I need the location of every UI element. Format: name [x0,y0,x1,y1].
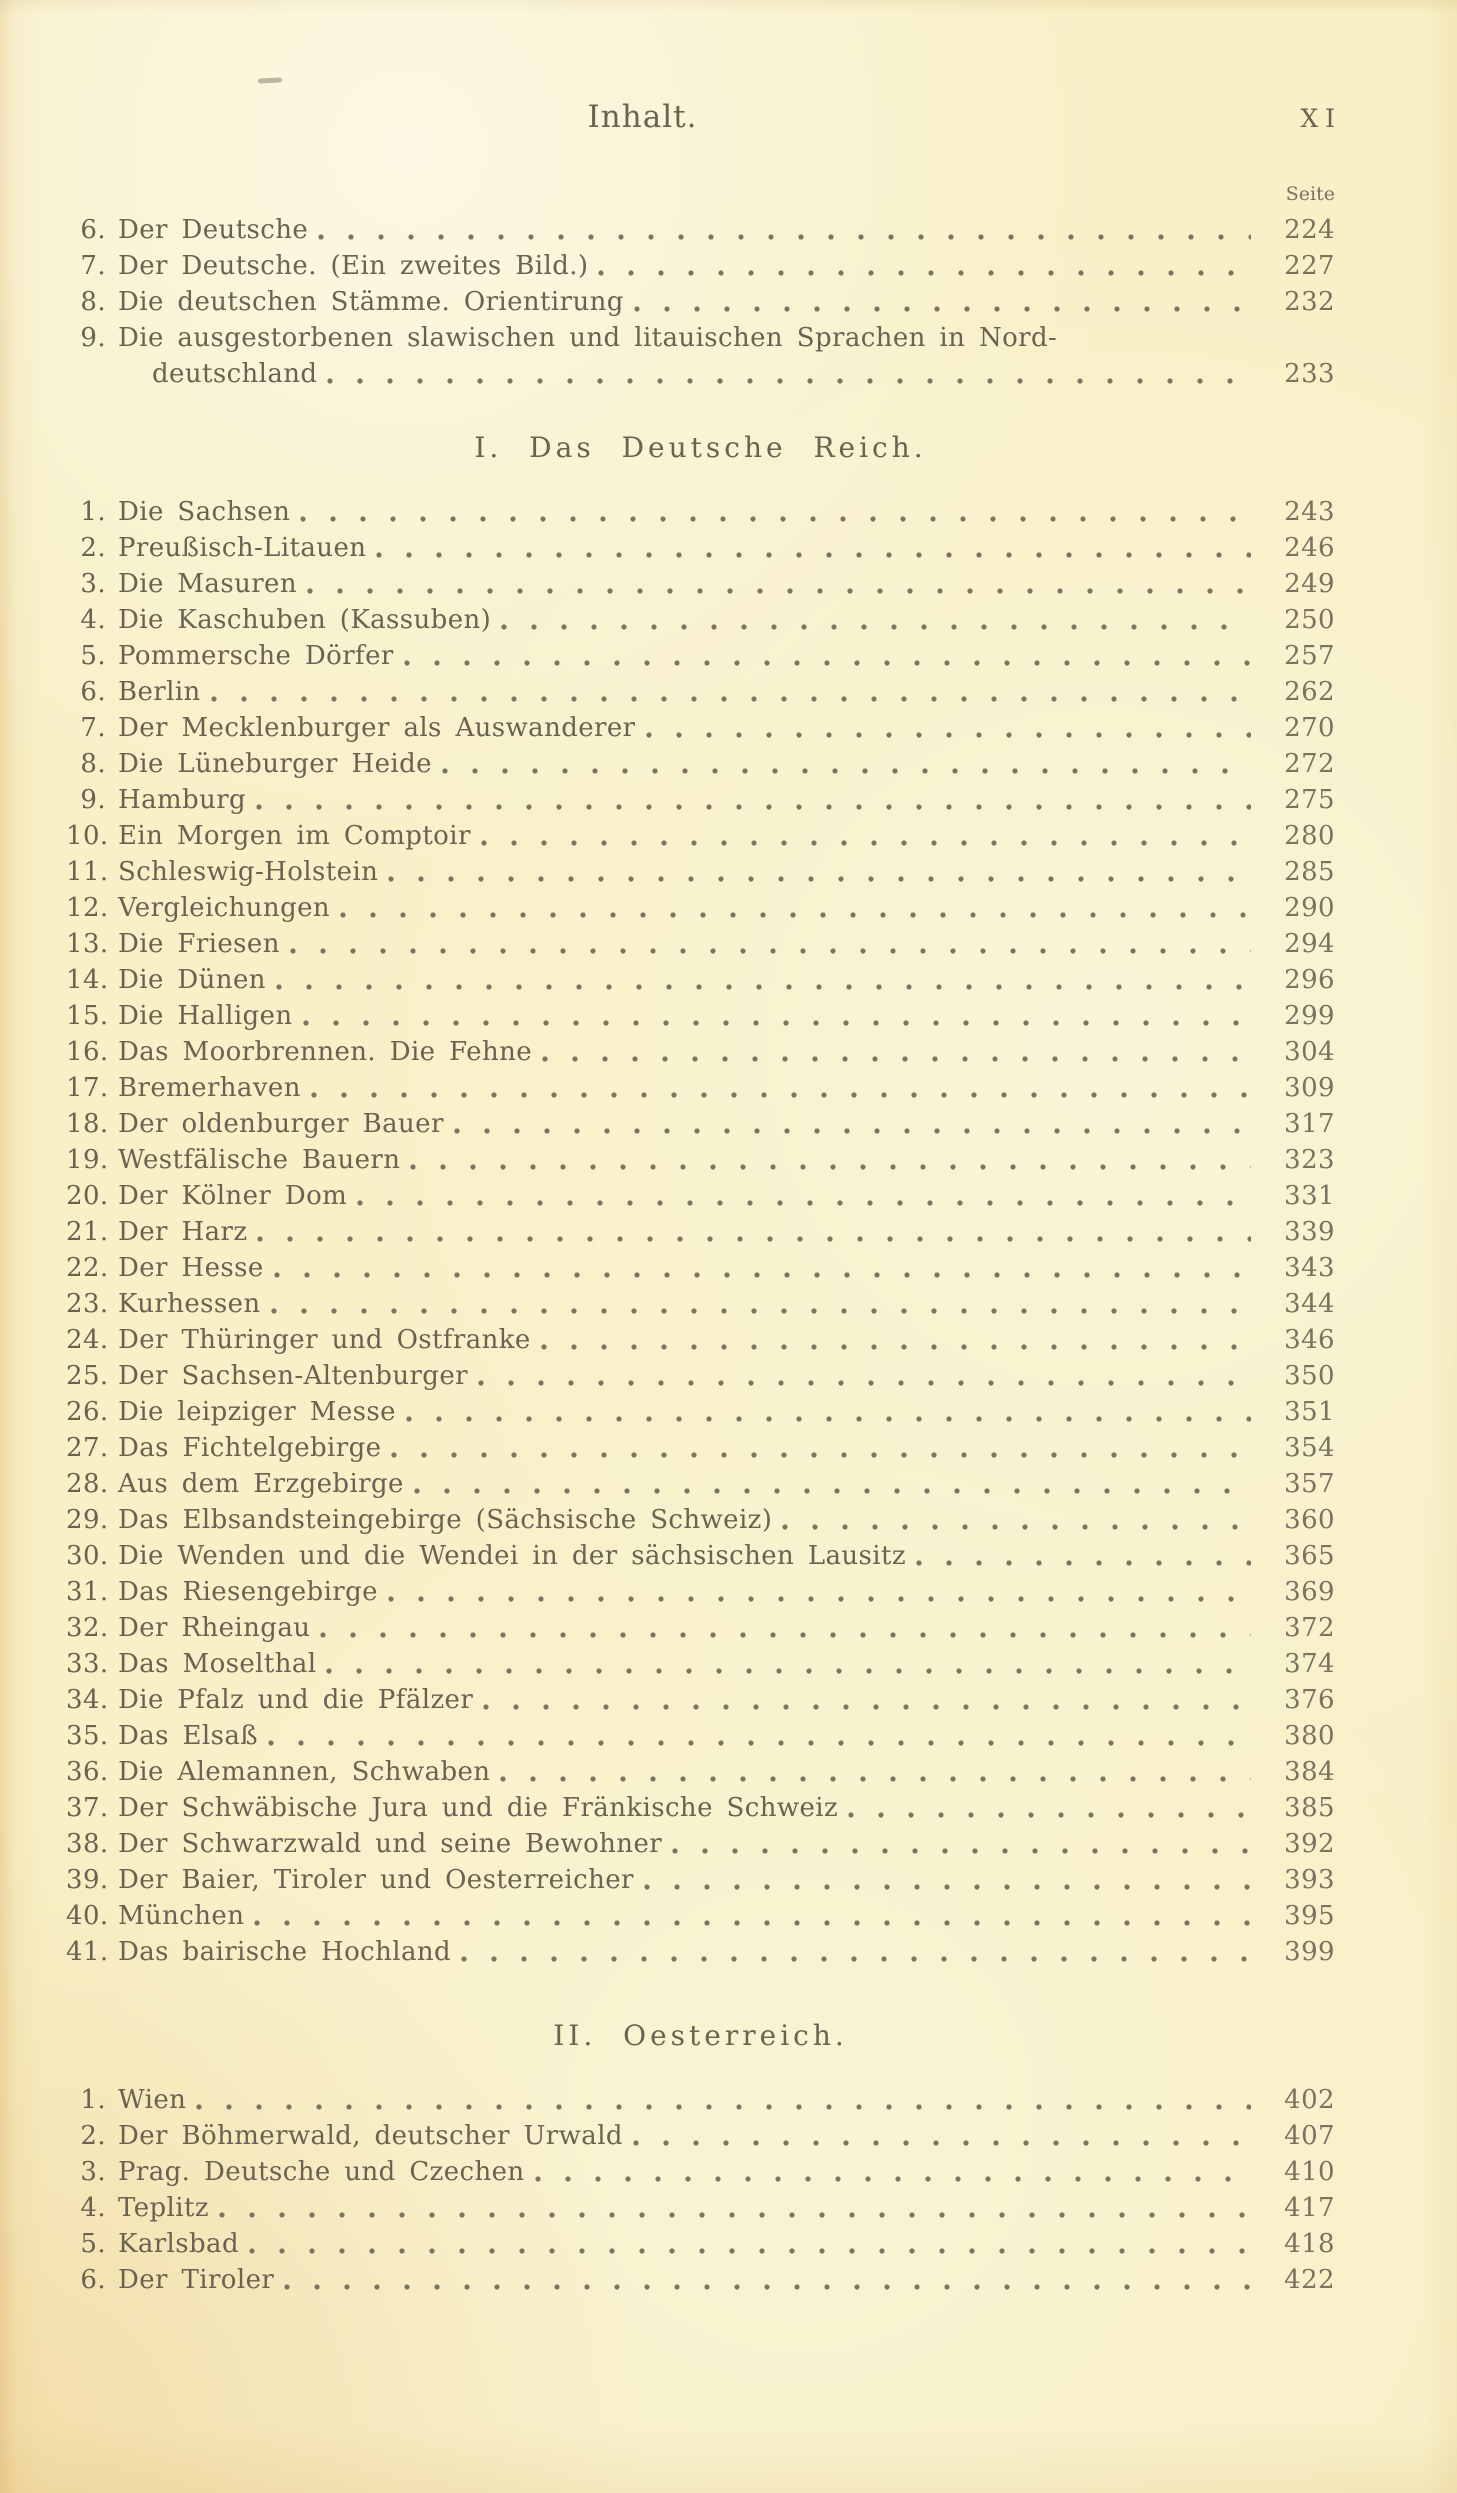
entry-title: Das Riesengebirge [118,1577,378,1607]
dot-leader [478,1358,1251,1394]
toc-entry [66,1358,1335,1394]
entry-number: 3. [80,569,106,599]
entry-page-number: 422 [1284,2265,1335,2295]
toc-entry [66,1070,1335,1106]
dot-leader [211,674,1251,710]
entry-number: 7. [80,713,106,743]
entry-number: 8. [80,749,106,779]
toc-entry [66,566,1335,602]
entry-number: 41. [66,1937,109,1967]
entry-number: 19. [66,1145,109,1175]
dot-leader [634,284,1251,320]
entry-number: 1. [80,2085,106,2115]
toc-entry [66,1898,1335,1934]
entry-title: Das bairische Hochland [118,1937,452,1967]
entry-number: 6. [80,677,106,707]
entry-title: Der Kölner Dom [118,1181,348,1211]
entry-number: 7. [80,251,106,281]
dot-leader [274,1250,1251,1286]
entry-title: Der Böhmerwald, deutscher Urwald [118,2121,623,2151]
toc-entry [66,854,1335,890]
dot-leader [391,1430,1251,1466]
dot-leader [410,1142,1251,1178]
entry-title: Ein Morgen im Comptoir [118,821,471,851]
entry-number: 3. [80,2157,106,2187]
entry-title: Westfälische Bauern [118,1145,401,1175]
entry-number: 13. [66,929,109,959]
dot-leader [254,1898,1251,1934]
entry-page-number: 350 [1284,1361,1335,1391]
entry-title: Der Deutsche. (Ein zweites Bild.) [118,251,589,281]
section-heading: II. Oesterreich. [553,2019,848,2052]
entry-page-number: 407 [1284,2121,1335,2151]
entry-number: 28. [66,1469,109,1499]
toc-entry [66,284,1335,320]
dot-leader [406,1394,1251,1430]
toc-entry [66,2226,1335,2262]
entry-page-number: 250 [1284,605,1335,635]
dot-leader [219,2190,1251,2226]
dot-leader [320,1610,1251,1646]
toc-entry [66,1610,1335,1646]
dot-leader [340,890,1251,926]
entry-title: Die Alemannen, Schwaben [118,1757,491,1787]
entry-title: Karlsbad [118,2229,239,2259]
entry-title: Aus dem Erzgebirge [118,1469,404,1499]
entry-page-number: 304 [1284,1037,1335,1067]
dot-leader [633,2118,1251,2154]
toc-entry [66,674,1335,710]
entry-page-number: 376 [1284,1685,1335,1715]
entry-title: Kurhessen [118,1289,261,1319]
entry-number: 20. [66,1181,109,1211]
toc-entry [66,1502,1335,1538]
entry-page-number: 395 [1284,1901,1335,1931]
entry-page-number: 275 [1284,785,1335,815]
entry-number: 27. [66,1433,109,1463]
entry-title: Die Sachsen [118,497,291,527]
entry-number: 14. [66,965,109,995]
dot-leader [388,854,1251,890]
toc-entry [66,248,1335,284]
toc-entry [66,746,1335,782]
entry-page-number: 410 [1284,2157,1335,2187]
entry-title: Der Mecklenburger als Auswanderer [118,713,636,743]
entry-page-number: 351 [1284,1397,1335,1427]
entry-title: Das Moselthal [118,1649,317,1679]
scan-artifact [258,77,282,83]
entry-page-number: 296 [1284,965,1335,995]
entry-page-number: 249 [1284,569,1335,599]
dot-leader [196,2082,1251,2118]
entry-title: Hamburg [118,785,247,815]
entry-number: 9. [80,785,106,815]
page-column-label: Seite [1285,183,1335,205]
dot-leader [290,926,1251,962]
toc-entry-continuation [66,356,1335,392]
entry-number: 2. [80,533,106,563]
entry-page-number: 290 [1284,893,1335,923]
toc-entry [66,1862,1335,1898]
dot-leader [598,248,1251,284]
dot-leader [318,212,1251,248]
entry-number: 17. [66,1073,109,1103]
dot-leader [442,746,1251,782]
entry-title: Schleswig-Holstein [118,857,379,887]
entry-number: 39. [66,1865,109,1895]
dot-leader [483,1682,1251,1718]
dot-leader [256,782,1251,818]
entry-page-number: 417 [1284,2193,1335,2223]
entry-title: Vergleichungen [118,893,331,923]
entry-number: 12. [66,893,109,923]
dot-leader [284,2262,1251,2298]
entry-number: 5. [80,2229,106,2259]
entry-title: Die Friesen [118,929,280,959]
entry-title: Die leipziger Messe [118,1397,396,1427]
entry-title: Bremerhaven [118,1073,301,1103]
entry-number: 4. [80,605,106,635]
toc-entry [66,2154,1335,2190]
entry-page-number: 369 [1284,1577,1335,1607]
toc-entry [66,494,1335,530]
entry-page-number: 380 [1284,1721,1335,1751]
toc-entry [66,1646,1335,1682]
entry-number: 15. [66,1001,109,1031]
entry-page-number: 399 [1284,1937,1335,1967]
entry-page-number: 374 [1284,1649,1335,1679]
toc-entry [66,1430,1335,1466]
entry-number: 5. [80,641,106,671]
dot-leader [271,1286,1251,1322]
entry-number: 25. [66,1361,109,1391]
entry-page-number: 317 [1284,1109,1335,1139]
entry-number: 35. [66,1721,109,1751]
dot-leader [414,1466,1251,1502]
entry-number: 6. [80,215,106,245]
entry-title: Die Wenden und die Wendei in der sächsischen Lausitz [118,1541,906,1571]
dot-leader [300,494,1251,530]
entry-page-number: 270 [1284,713,1335,743]
entry-number: 30. [66,1541,109,1571]
dot-leader [404,638,1251,674]
toc-entry [66,212,1335,248]
entry-title: Die Halligen [118,1001,293,1031]
folio-number: XI [1300,104,1342,133]
entry-title: Der Thüringer und Ostfranke [118,1325,531,1355]
dot-leader [357,1178,1251,1214]
table-of-contents [66,212,1335,2298]
toc-entry [66,1034,1335,1070]
entry-number-spacer [66,356,106,392]
page-header [66,96,1342,140]
toc-entry [66,1718,1335,1754]
entry-number: 33. [66,1649,109,1679]
entry-page-number: 299 [1284,1001,1335,1031]
toc-entry [66,2262,1335,2298]
entry-number: 34. [66,1685,109,1715]
entry-page-number: 243 [1284,497,1335,527]
dot-leader [782,1502,1251,1538]
dot-leader [388,1574,1251,1610]
entry-page-number: 246 [1284,533,1335,563]
dot-leader [454,1106,1251,1142]
dot-leader [542,1034,1251,1070]
dot-leader [307,566,1251,602]
entry-page-number: 402 [1284,2085,1335,2115]
entry-number: 24. [66,1325,109,1355]
toc-entry [66,530,1335,566]
entry-page-number: 272 [1284,749,1335,779]
entry-page-number: 294 [1284,929,1335,959]
dot-leader [257,1214,1251,1250]
entry-title: Die Lüneburger Heide [118,749,432,779]
dot-leader [535,2154,1251,2190]
toc-entry [66,1754,1335,1790]
toc-entry [66,1934,1335,1970]
dot-leader [327,356,1251,392]
dot-leader [916,1538,1251,1574]
toc-entry [66,1178,1335,1214]
entry-title: Die deutschen Stämme. Orientirung [118,287,624,317]
dot-leader [326,1646,1251,1682]
toc-entry [66,890,1335,926]
dot-leader [249,2226,1251,2262]
entry-title: Der Harz [118,1217,248,1247]
dot-leader [541,1322,1251,1358]
entry-page-number: 339 [1284,1217,1335,1247]
entry-page-number: 385 [1284,1793,1335,1823]
entry-page-number: 393 [1284,1865,1335,1895]
entry-number: 22. [66,1253,109,1283]
entry-title: Das Elbsandsteingebirge (Sächsische Schweiz) [118,1505,773,1535]
toc-entry [66,1466,1335,1502]
entry-number: 23. [66,1289,109,1319]
entry-title: Die Dünen [118,965,266,995]
entry-title: Prag. Deutsche und Czechen [118,2157,525,2187]
toc-entry [66,1142,1335,1178]
entry-number: 36. [66,1757,109,1787]
entry-page-number: 354 [1284,1433,1335,1463]
toc-entry [66,638,1335,674]
dot-leader [646,710,1251,746]
entry-page-number: 233 [1284,359,1335,389]
toc-entry [66,1394,1335,1430]
entry-number: 31. [66,1577,109,1607]
entry-page-number: 392 [1284,1829,1335,1859]
entry-title: Das Fichtelgebirge [118,1433,382,1463]
entry-title: Der Deutsche [118,215,309,245]
entry-number: 32. [66,1613,109,1643]
entry-number: 38. [66,1829,109,1859]
entry-number: 4. [80,2193,106,2223]
entry-page-number: 309 [1284,1073,1335,1103]
entry-title: Der Schwarzwald und seine Bewohner [118,1829,663,1859]
toc-entry [66,782,1335,818]
entry-title: Der Tiroler [118,2265,275,2295]
toc-entry [66,1826,1335,1862]
entry-page-number: 357 [1284,1469,1335,1499]
entry-page-number: 346 [1284,1325,1335,1355]
toc-entry [66,926,1335,962]
entry-page-number: 365 [1284,1541,1335,1571]
toc-entry [66,962,1335,998]
entry-number: 37. [66,1793,109,1823]
toc-entry [66,1682,1335,1718]
entry-page-number: 331 [1284,1181,1335,1211]
toc-entry [66,1106,1335,1142]
entry-title: Pommersche Dörfer [118,641,394,671]
dot-leader [501,602,1251,638]
entry-page-number: 384 [1284,1757,1335,1787]
entry-title: Der oldenburger Bauer [118,1109,444,1139]
toc-entry [66,1538,1335,1574]
entry-number: 26. [66,1397,109,1427]
entry-title: München [118,1901,245,1931]
entry-title: Wien [118,2085,187,2115]
entry-title: Der Sachsen-Altenburger [118,1361,468,1391]
entry-title: Das Elsaß [118,1721,259,1751]
entry-title: Der Hesse [118,1253,264,1283]
toc-entry [66,2190,1335,2226]
entry-page-number: 344 [1284,1289,1335,1319]
dot-leader [644,1862,1251,1898]
entry-number: 16. [66,1037,109,1067]
toc-entry [66,1790,1335,1826]
toc-entry [66,320,1335,356]
toc-entry [66,710,1335,746]
entry-page-number: 262 [1284,677,1335,707]
entry-page-number: 418 [1284,2229,1335,2259]
dot-leader [461,1934,1251,1970]
entry-number: 9. [80,323,106,353]
entry-page-number: 360 [1284,1505,1335,1535]
dot-leader [672,1826,1251,1862]
entry-page-number: 280 [1284,821,1335,851]
entry-number: 10. [66,821,109,851]
entry-title: Der Schwäbische Jura und die Fränkische Schweiz [118,1793,839,1823]
toc-entry [66,2082,1335,2118]
entry-number: 40. [66,1901,109,1931]
entry-title: Die Masuren [118,569,297,599]
toc-entry [66,1250,1335,1286]
entry-number: 21. [66,1217,109,1247]
entry-title: Preußisch-Litauen [118,533,367,563]
toc-entry [66,1322,1335,1358]
toc-entry [66,818,1335,854]
entry-number: 18. [66,1109,109,1139]
entry-title: Der Rheingau [118,1613,311,1643]
dot-leader [481,818,1251,854]
dot-leader [500,1754,1251,1790]
page-title: Inhalt. [587,99,698,135]
entry-number: 29. [66,1505,109,1535]
dot-leader [848,1790,1251,1826]
toc-entry [66,602,1335,638]
entry-page-number: 323 [1284,1145,1335,1175]
entry-page-number: 257 [1284,641,1335,671]
entry-number: 1. [80,497,106,527]
entry-number: 2. [80,2121,106,2151]
entry-page-number: 285 [1284,857,1335,887]
toc-entry [66,1286,1335,1322]
entry-page-number: 232 [1284,287,1335,317]
dot-leader [311,1070,1251,1106]
entry-page-number: 227 [1284,251,1335,281]
entry-title: Teplitz [118,2193,209,2223]
entry-title: Die Kaschuben (Kassuben) [118,605,492,635]
entry-page-number: 343 [1284,1253,1335,1283]
dot-leader [303,998,1251,1034]
entry-page-number: 224 [1284,215,1335,245]
dot-leader [276,962,1251,998]
entry-title: Der Baier, Tiroler und Oesterreicher [118,1865,634,1895]
entry-title: Das Moorbrennen. Die Fehne [118,1037,533,1067]
entry-title: Die ausgestorbenen slawischen und litauischen Sprachen in Nord- [118,323,1058,353]
dot-leader [268,1718,1251,1754]
toc-entry [66,1574,1335,1610]
entry-number: 8. [80,287,106,317]
entry-number: 6. [80,2265,106,2295]
entry-title: Die Pfalz und die Pfälzer [118,1685,474,1715]
entry-number: 11. [66,857,109,887]
entry-title-continuation: deutschland [152,359,318,389]
dot-leader [376,530,1251,566]
entry-page-number: 372 [1284,1613,1335,1643]
toc-entry [66,1214,1335,1250]
entry-title: Berlin [118,677,201,707]
section-heading: I. Das Deutsche Reich. [474,431,927,464]
toc-entry [66,2118,1335,2154]
toc-entry [66,998,1335,1034]
